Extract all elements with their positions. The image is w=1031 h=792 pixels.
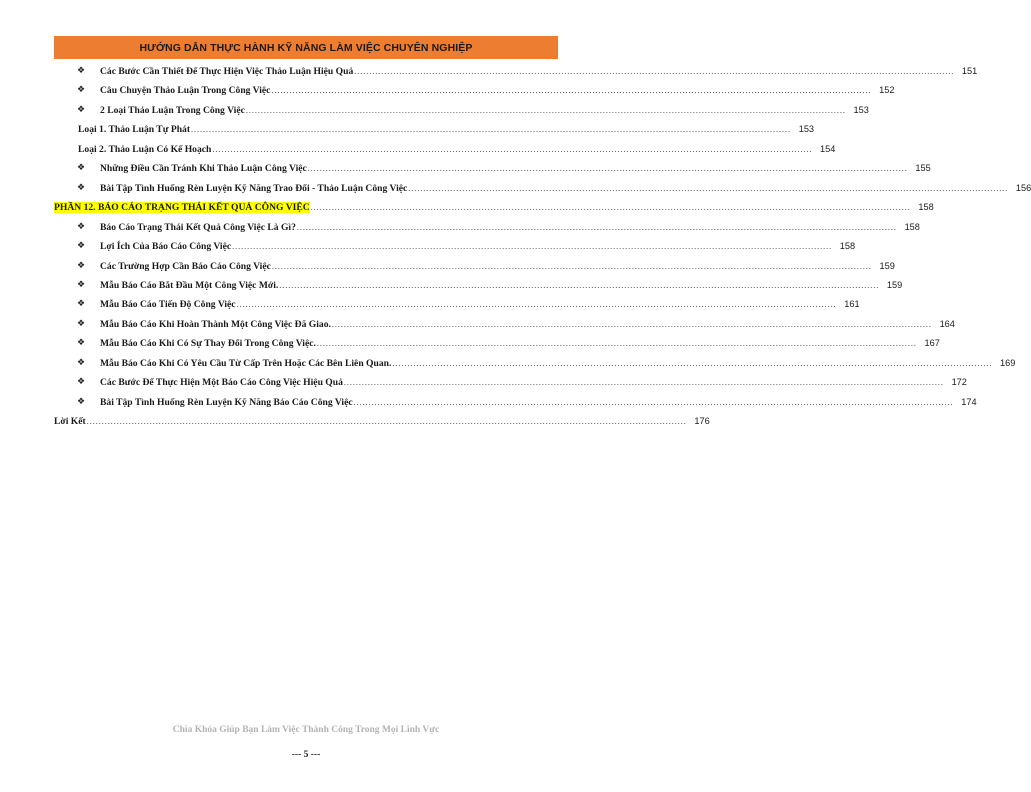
- toc-entry-page: 169: [1000, 357, 1016, 368]
- diamond-bullet-icon: ❖: [77, 85, 86, 96]
- toc-dot-leader: ........................................................................................................................................................................................................: [271, 261, 872, 271]
- toc-dot-leader: ........................................................................................................................................................................................................: [296, 222, 897, 232]
- toc-entry-page: 164: [939, 318, 955, 329]
- toc-dot-leader: ........................................................................................................................................................................................................: [316, 339, 917, 349]
- toc-entry[interactable]: [77, 182, 1031, 199]
- footer-tagline: Chìa Khóa Giúp Bạn Làm Việc Thành Công Trong Mọi Lĩnh Vực: [172, 725, 440, 735]
- toc-dot-leader: ........................................................................................................................................................................................................: [354, 67, 955, 76]
- toc-dot-leader: ........................................................................................................................................................................................................: [353, 397, 954, 407]
- toc-entry[interactable]: [78, 124, 815, 140]
- toc-entry[interactable]: [78, 143, 836, 160]
- toc-entry[interactable]: [77, 377, 967, 393]
- toc-entry-title: Bài Tập Tình Huống Rèn Luyện Kỹ Năng Báo Cáo Công Việc: [100, 396, 353, 408]
- toc-entry[interactable]: [54, 416, 710, 432]
- diamond-bullet-icon: ❖: [77, 182, 86, 193]
- page-header-bar: [54, 36, 558, 59]
- toc-entry-page: 176: [694, 416, 710, 427]
- toc-entry-title: 2 Loại Thảo Luận Trong Công Việc: [100, 104, 245, 116]
- toc-entry-title: Lời Kết: [54, 416, 86, 428]
- diamond-bullet-icon: ❖: [77, 279, 86, 290]
- diamond-bullet-icon: ❖: [77, 241, 86, 252]
- toc-entry-page: 159: [886, 279, 903, 290]
- toc-entry-page: 152: [879, 85, 895, 96]
- toc-entry[interactable]: [77, 279, 903, 296]
- diamond-bullet-icon: ❖: [77, 104, 86, 115]
- toc-entry-title: Mẫu Báo Cáo Tiến Độ Công Việc: [100, 299, 236, 311]
- toc-entry[interactable]: [77, 338, 940, 354]
- toc-entry-page: 159: [879, 260, 895, 271]
- toc-dot-leader: ........................................................................................................................................................................................................: [212, 144, 813, 154]
- toc-entry-title: Những Điều Cần Tránh Khi Thảo Luận Công Việc: [100, 163, 307, 175]
- toc-entry[interactable]: [77, 104, 869, 121]
- toc-entry[interactable]: [54, 202, 934, 218]
- toc-entry[interactable]: [77, 66, 978, 82]
- toc-entry-title: Mẫu Báo Cáo Khi Hoàn Thành Một Công Việc Đã Giao.: [100, 318, 331, 330]
- toc-entry[interactable]: [77, 299, 860, 315]
- toc-entry-page: 174: [961, 396, 977, 407]
- toc-entry-page: 153: [853, 104, 869, 115]
- toc-entry-title: Báo Cáo Trạng Thái Kết Quả Công Việc Là Gì?: [100, 221, 296, 233]
- toc-entry-title: Bài Tập Tình Huống Rèn Luyện Kỹ Năng Trao Đổi - Thảo Luận Công Việc: [100, 182, 408, 194]
- toc-entry-title: Loại 1. Thảo Luận Tự Phát: [78, 124, 191, 136]
- toc-entry[interactable]: [77, 260, 895, 277]
- toc-entry-page: 158: [918, 202, 934, 213]
- diamond-bullet-icon: ❖: [77, 357, 86, 368]
- diamond-bullet-icon: ❖: [77, 299, 86, 310]
- toc-entry-page: 151: [961, 66, 978, 76]
- page-number: --- 5 ---: [291, 750, 321, 760]
- toc-dot-leader: ........................................................................................................................................................................................................: [245, 105, 846, 115]
- toc-dot-leader: ........................................................................................................................................................................................................: [236, 300, 837, 310]
- toc-dot-leader: ........................................................................................................................................................................................................: [191, 125, 792, 135]
- diamond-bullet-icon: ❖: [77, 221, 86, 232]
- toc-dot-leader: ........................................................................................................................................................................................................: [279, 280, 880, 290]
- diamond-bullet-icon: ❖: [77, 260, 86, 271]
- diamond-bullet-icon: ❖: [77, 338, 86, 349]
- toc-entry[interactable]: [77, 85, 895, 101]
- toc-dot-leader: ........................................................................................................................................................................................................: [408, 183, 1009, 193]
- toc-entry-title: Mẫu Báo Cáo Khi Có Sự Thay Đổi Trong Công Việc.: [100, 338, 316, 350]
- toc-dot-leader: ........................................................................................................................................................................................................: [331, 319, 932, 329]
- toc-entry[interactable]: [77, 221, 920, 238]
- toc-entry-page: 161: [844, 299, 860, 310]
- toc-entry-page: 172: [951, 377, 967, 388]
- toc-entry-page: 167: [924, 338, 940, 349]
- toc-entry[interactable]: [77, 241, 856, 257]
- toc-entry-title: Các Bước Cần Thiết Để Thực Hiện Việc Thảo Luận Hiệu Quả: [100, 66, 354, 77]
- toc-dot-leader: ........................................................................................................................................................................................................: [310, 203, 911, 213]
- toc-entry-title: Mẫu Báo Cáo Bắt Đầu Một Công Việc Mới.: [100, 279, 279, 291]
- toc-entry[interactable]: [77, 357, 1016, 374]
- toc-entry-title: Các Bước Để Thực Hiện Một Báo Cáo Công Việc Hiệu Quả: [100, 377, 343, 389]
- diamond-bullet-icon: ❖: [77, 66, 86, 76]
- toc-entry-title: Lợi Ích Của Báo Cáo Công Việc: [100, 241, 232, 253]
- toc-entry-title: Các Trường Hợp Cần Báo Cáo Công Việc: [100, 260, 271, 272]
- toc-entry-page: 154: [820, 143, 836, 154]
- toc-dot-leader: ........................................................................................................................................................................................................: [86, 417, 687, 427]
- toc-dot-leader: ........................................................................................................................................................................................................: [307, 164, 908, 174]
- diamond-bullet-icon: ❖: [77, 163, 86, 174]
- toc-entry[interactable]: [77, 318, 955, 335]
- toc-entry-title: PHẦN 12. BÁO CÁO TRẠNG THÁI KẾT QUẢ CÔNG VIỆC: [54, 202, 310, 214]
- toc-entry-page: 158: [839, 241, 856, 252]
- toc-entry-title: Mẫu Báo Cáo Khi Có Yêu Cầu Từ Cấp Trên Hoặc Các Bên Liên Quan.: [100, 357, 392, 369]
- page-header-title: HƯỚNG DẪN THỰC HÀNH KỸ NĂNG LÀM VIỆC CHUYÊN NGHIỆP: [139, 41, 473, 54]
- toc-dot-leader: ........................................................................................................................................................................................................: [232, 242, 833, 252]
- toc-entry[interactable]: [77, 163, 931, 179]
- toc-entry-title: Loại 2. Thảo Luận Có Kế Hoạch: [78, 143, 212, 155]
- diamond-bullet-icon: ❖: [77, 377, 86, 388]
- toc-entry-title: Câu Chuyện Thảo Luận Trong Công Việc: [100, 85, 271, 97]
- toc-dot-leader: ........................................................................................................................................................................................................: [392, 358, 993, 368]
- toc-entry-page: 158: [904, 221, 920, 232]
- toc-entry-page: 156: [1015, 182, 1031, 193]
- toc-dot-leader: ........................................................................................................................................................................................................: [271, 86, 872, 96]
- toc-entry-page: 155: [915, 163, 931, 174]
- diamond-bullet-icon: ❖: [77, 318, 86, 329]
- toc-entry[interactable]: [77, 396, 977, 413]
- toc-dot-leader: ........................................................................................................................................................................................................: [343, 378, 944, 388]
- diamond-bullet-icon: ❖: [77, 396, 86, 407]
- toc-entry-page: 153: [798, 124, 815, 135]
